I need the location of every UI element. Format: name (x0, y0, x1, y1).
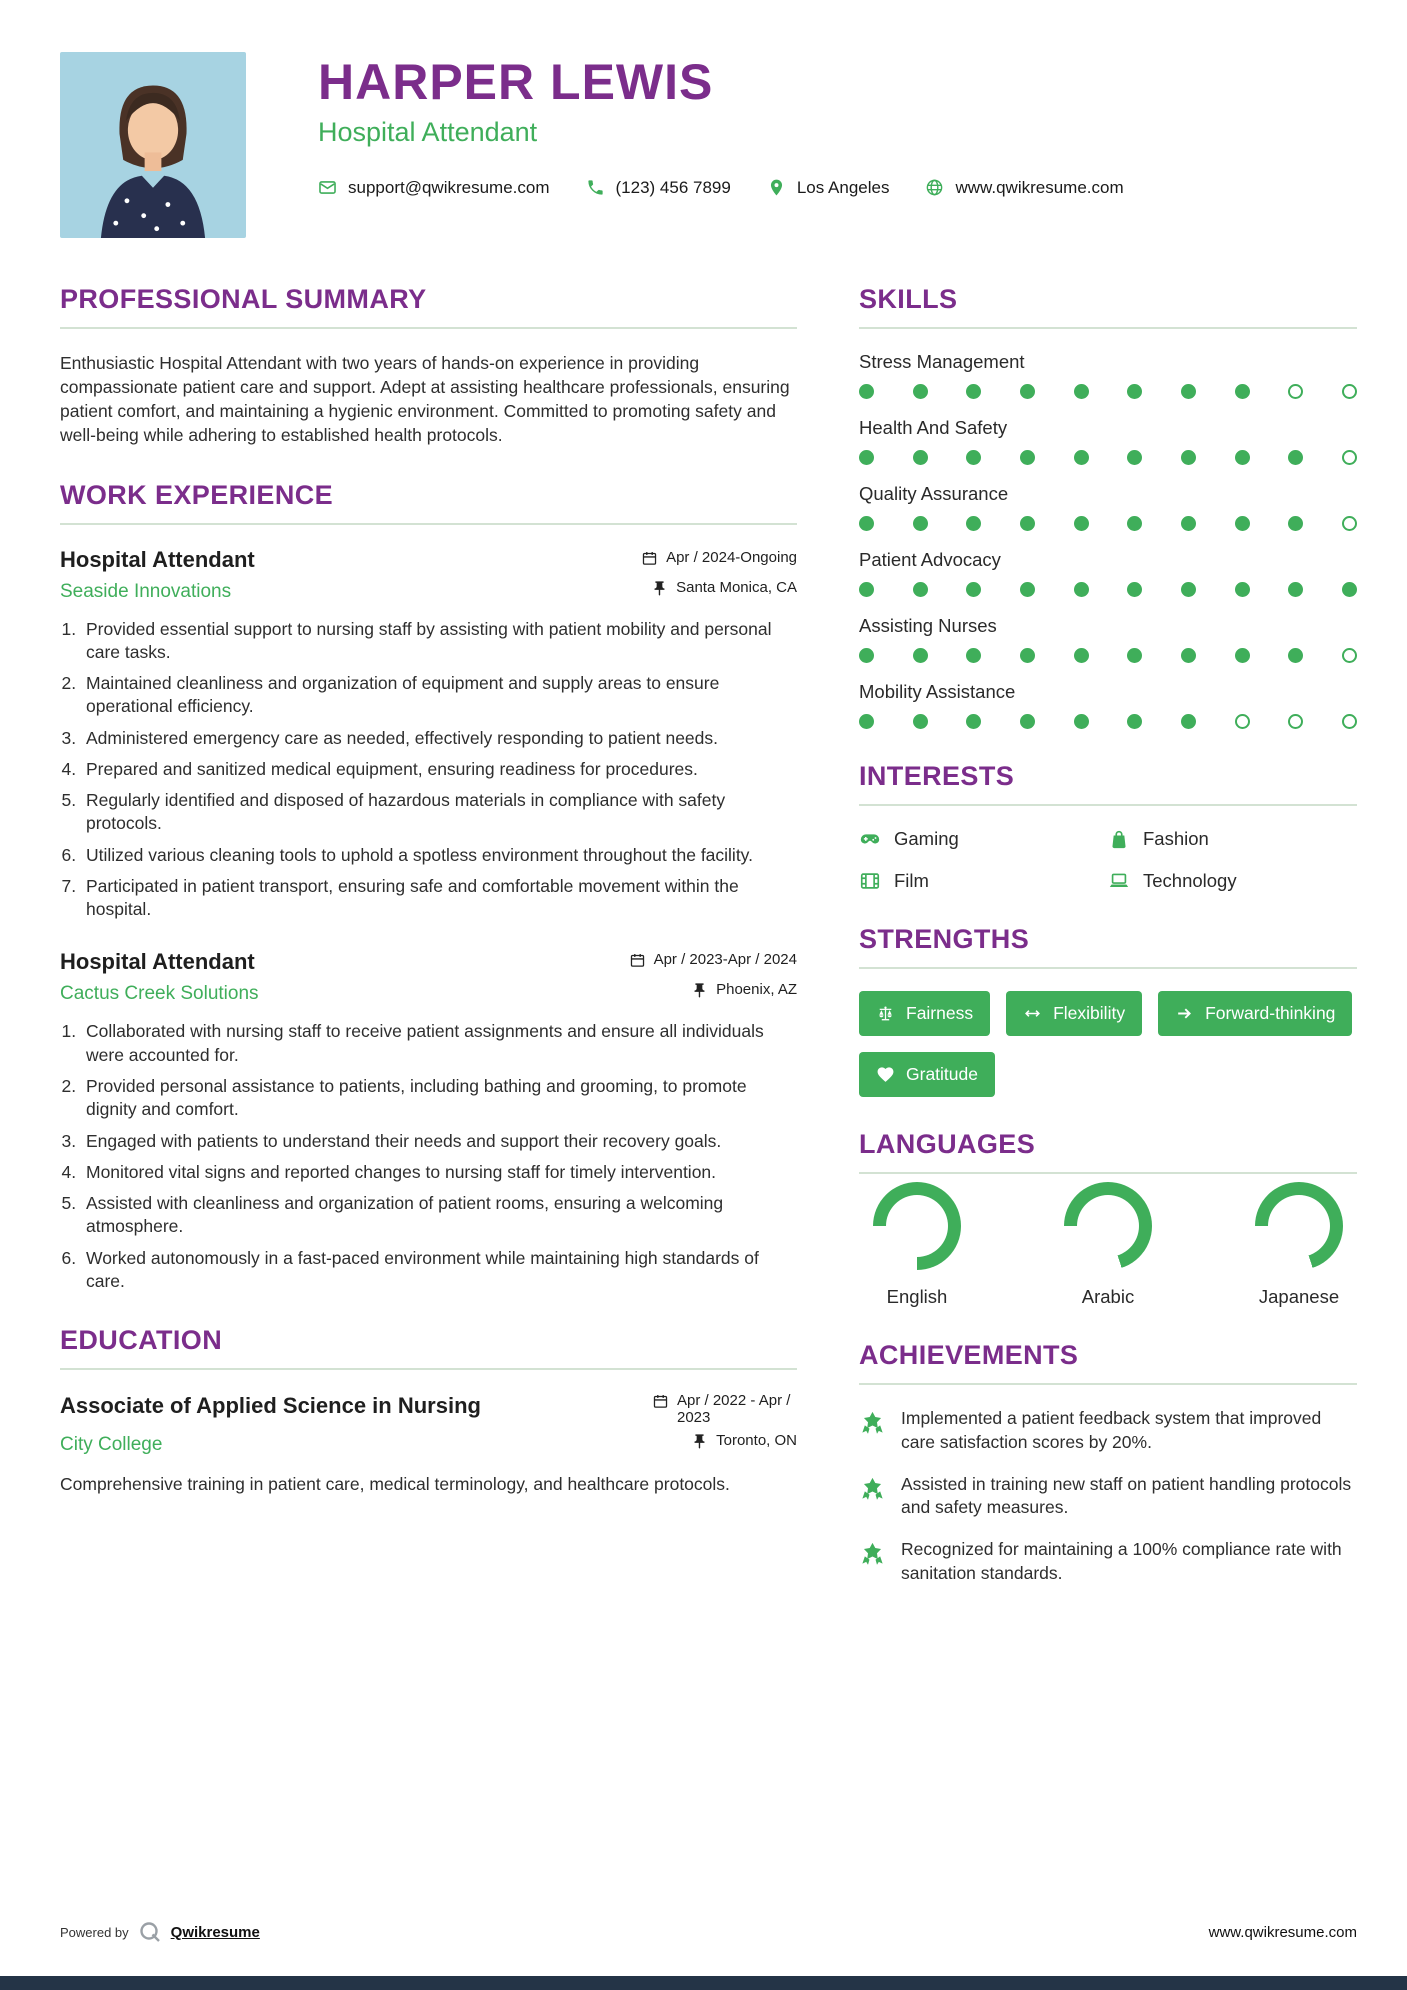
skill-dots (859, 714, 1357, 729)
section-divider (859, 967, 1357, 969)
job-title: Hospital Attendant (60, 949, 255, 975)
job-location-text: Santa Monica, CA (676, 578, 797, 596)
calendar-icon (629, 952, 646, 969)
strength-label: Forward-thinking (1205, 1003, 1336, 1023)
skill-dot-filled (1288, 582, 1303, 597)
company-name: Seaside Innovations (60, 580, 232, 602)
job-subheader (60, 981, 797, 1005)
section-interests (859, 761, 1357, 892)
skill-dot-filled (1127, 714, 1142, 729)
skill-dot-filled (1181, 648, 1196, 663)
section-languages (859, 1129, 1357, 1308)
skill-dot-filled (1127, 450, 1142, 465)
skill-dots (859, 582, 1357, 597)
job-bullet: 7. Participated in patient transport, ensuring safe and comfortable movement within the hospital. (81, 875, 797, 922)
skill-dots (859, 648, 1357, 663)
skill-dot-filled (859, 714, 874, 729)
skill-dots (859, 384, 1357, 399)
skill-item (859, 351, 1357, 399)
achievement-text: Recognized for maintaining a 100% compliance rate with sanitation standards. (901, 1539, 1342, 1583)
handbag-icon (1108, 828, 1130, 850)
skill-item (859, 483, 1357, 531)
skill-dot-filled (966, 648, 981, 663)
skill-dot-filled (1127, 582, 1142, 597)
interest-label: Film (894, 870, 929, 891)
skill-dot-filled (1288, 516, 1303, 531)
contact-text: Los Angeles (796, 177, 890, 197)
job-bullet: 5. Regularly identified and disposed of hazardous materials in compliance with safety protocols. (81, 789, 797, 836)
skills-heading: SKILLS (859, 284, 958, 314)
language-ring (1255, 1182, 1343, 1270)
skill-dot-filled (913, 516, 928, 531)
education-date-text: Apr / 2022 - Apr / 2023 (677, 1392, 791, 1427)
skill-dot-empty (1342, 714, 1357, 729)
achievement-text: Assisted in training new staff on patient handling protocols and safety measures. (901, 1473, 1352, 1518)
profile-photo (60, 52, 246, 238)
contact-item (767, 178, 890, 198)
contact-row (318, 178, 1124, 198)
education-date (652, 1392, 797, 1426)
job-bullet: 1. Provided essential support to nursing staff by assisting with patient mobility and personal care tasks. (81, 618, 797, 665)
calendar-icon (641, 550, 658, 567)
job-bullet: 3. Engaged with patients to understand their needs and support their recovery goals. (81, 1130, 797, 1153)
section-divider (60, 327, 797, 329)
interest-label: Gaming (894, 828, 959, 849)
language-ring (873, 1182, 961, 1270)
skill-name: Stress Management (859, 351, 1025, 372)
language-item (873, 1182, 961, 1308)
achievement-item (859, 1407, 1357, 1455)
language-name: Arabic (1081, 1286, 1135, 1307)
strength-label: Fairness (906, 1003, 974, 1023)
job-entry (60, 547, 797, 922)
skill-dot-empty (1342, 384, 1357, 399)
strength-chip (1158, 991, 1352, 1036)
skill-dot-filled (913, 648, 928, 663)
film-icon (859, 870, 881, 892)
skill-item (859, 615, 1357, 663)
right-column (859, 284, 1357, 1618)
strength-chip (859, 1052, 995, 1097)
bottom-accent-bar (0, 1976, 1407, 1990)
skill-dot-filled (1020, 648, 1035, 663)
skill-dot-filled (1074, 384, 1089, 399)
language-name: Japanese (1258, 1286, 1340, 1307)
language-item (1255, 1182, 1343, 1308)
language-item (1064, 1182, 1152, 1308)
language-ring (1064, 1182, 1152, 1270)
left-column (60, 284, 797, 1618)
contact-item (925, 178, 1123, 198)
skill-dot-filled (1074, 450, 1089, 465)
section-professional-summary (60, 284, 797, 448)
interests-list (859, 828, 1357, 892)
job-bullet: 2. Maintained cleanliness and organization of equipment and supply areas to ensure operational efficiency. (81, 672, 797, 719)
job-date (629, 951, 797, 969)
skill-dot-filled (1127, 384, 1142, 399)
job-subheader (60, 579, 797, 603)
school-name: City College (60, 1434, 163, 1456)
interest-item (1108, 828, 1357, 850)
contact-text: (123) 456 7899 (615, 177, 731, 197)
skill-dot-filled (1181, 384, 1196, 399)
skill-dot-filled (966, 450, 981, 465)
job-bullets (60, 618, 797, 922)
skill-dot-filled (1235, 450, 1250, 465)
skill-dot-filled (913, 582, 928, 597)
skill-item (859, 681, 1357, 729)
skill-dot-filled (859, 516, 874, 531)
contact-text: support@qwikresume.com (348, 177, 550, 197)
skill-dot-filled (1181, 450, 1196, 465)
job-list (60, 547, 797, 1294)
skill-dot-filled (859, 648, 874, 663)
job-bullets (60, 1020, 797, 1293)
skill-dot-filled (1127, 648, 1142, 663)
phone-icon (586, 178, 605, 197)
job-entry (60, 949, 797, 1293)
section-divider (859, 804, 1357, 806)
skill-dot-filled (1074, 714, 1089, 729)
skill-name: Quality Assurance (859, 483, 1009, 504)
interest-label: Fashion (1143, 828, 1209, 849)
skill-dot-filled (859, 582, 874, 597)
location-pin-icon (767, 178, 786, 197)
pushpin-icon (691, 1433, 708, 1450)
powered-by-label: Powered by (60, 1924, 129, 1940)
skill-name: Assisting Nurses (859, 615, 997, 636)
skill-dot-filled (1235, 384, 1250, 399)
section-achievements (859, 1340, 1357, 1586)
job-bullet: 6. Utilized various cleaning tools to uphold a spotless environment throughout the facility. (81, 844, 797, 867)
education-location (691, 1432, 797, 1450)
skill-dot-filled (1235, 648, 1250, 663)
language-name: English (886, 1286, 948, 1307)
globe-icon (925, 178, 944, 197)
skill-dot-filled (966, 384, 981, 399)
skill-name: Health And Safety (859, 417, 1008, 438)
header-text (318, 52, 1124, 198)
languages-heading: LANGUAGES (859, 1129, 1036, 1159)
skill-dot-filled (1288, 648, 1303, 663)
content-columns (60, 284, 1357, 1618)
skill-dot-filled (1074, 516, 1089, 531)
section-strengths (859, 924, 1357, 1097)
contact-item (586, 178, 731, 198)
candidate-name: HARPER LEWIS (318, 54, 714, 110)
header (60, 52, 1357, 238)
summary-text: Enthusiastic Hospital Attendant with two years of hands-on experience in providing compassionate patient care and support. Adept at assisting healthcare professionals, ensuring patient comfort, and maintaining a hygienic environment. Committed to promoting safety and well-being while adhering to established health protocols. (60, 353, 790, 446)
summary-heading: PROFESSIONAL SUMMARY (60, 284, 427, 314)
skill-dot-filled (966, 516, 981, 531)
degree-title: Associate of Applied Science in Nursing (60, 1393, 481, 1419)
job-bullet: 3. Administered emergency care as needed, effectively responding to patient needs. (81, 727, 797, 750)
interest-label: Technology (1143, 870, 1237, 891)
job-date (641, 549, 797, 567)
interests-heading: INTERESTS (859, 761, 1015, 791)
strength-chip (859, 991, 990, 1036)
contact-item (318, 178, 550, 198)
skill-dot-filled (1181, 582, 1196, 597)
scales-icon (876, 1004, 895, 1023)
qwikresume-logo-icon (138, 1920, 162, 1944)
job-bullet: 6. Worked autonomously in a fast-paced environment while maintaining high standards of care. (81, 1247, 797, 1294)
avatar (60, 52, 246, 238)
job-bullet: 4. Monitored vital signs and reported changes to nursing staff for timely intervention. (81, 1161, 797, 1184)
job-title: Hospital Attendant (60, 546, 255, 572)
section-divider (60, 523, 797, 525)
job-header (60, 949, 797, 975)
calendar-icon (652, 1393, 669, 1410)
strength-chip (1006, 991, 1142, 1036)
section-divider (60, 1368, 797, 1370)
skill-dot-empty (1288, 384, 1303, 399)
skill-dot-filled (1235, 516, 1250, 531)
arrows-horizontal-icon (1023, 1004, 1042, 1023)
skill-dot-filled (913, 714, 928, 729)
skill-dot-filled (966, 714, 981, 729)
education-location-text: Toronto, ON (716, 1432, 797, 1450)
strength-label: Gratitude (906, 1064, 978, 1084)
languages-list (859, 1182, 1357, 1308)
skill-item (859, 549, 1357, 597)
skill-dot-filled (1181, 714, 1196, 729)
skills-list (859, 351, 1357, 729)
powered-by (60, 1920, 260, 1944)
skill-name: Mobility Assistance (859, 681, 1016, 702)
heart-icon (876, 1065, 895, 1084)
work-heading: WORK EXPERIENCE (60, 479, 334, 510)
job-location (651, 579, 797, 597)
award-icon (859, 1409, 886, 1455)
section-divider (859, 1383, 1357, 1385)
achievement-item (859, 1538, 1357, 1586)
gamepad-icon (859, 828, 881, 850)
strength-label: Flexibility (1053, 1003, 1126, 1023)
skill-dot-filled (1074, 648, 1089, 663)
footer-site-url: www.qwikresume.com (1208, 1923, 1357, 1941)
skill-dot-empty (1342, 648, 1357, 663)
award-icon (859, 1475, 886, 1521)
job-bullet: 1. Collaborated with nursing staff to receive patient assignments and ensure all individuals were accounted for. (81, 1020, 797, 1067)
skill-dot-filled (1181, 516, 1196, 531)
laptop-icon (1108, 870, 1130, 892)
skill-dot-filled (913, 450, 928, 465)
job-location-text: Phoenix, AZ (716, 981, 797, 999)
pushpin-icon (691, 982, 708, 999)
skill-dot-filled (1020, 516, 1035, 531)
section-education (60, 1325, 797, 1496)
achievement-text: Implemented a patient feedback system that improved care satisfaction scores by 20%. (901, 1408, 1322, 1452)
skill-dot-filled (1074, 582, 1089, 597)
skill-dot-filled (1020, 384, 1035, 399)
section-skills (859, 284, 1357, 729)
job-date-text: Apr / 2024-Ongoing (666, 548, 797, 566)
skill-item (859, 417, 1357, 465)
contact-text: www.qwikresume.com (955, 177, 1124, 197)
qwikresume-link[interactable]: Qwikresume (170, 1923, 260, 1941)
skill-dot-filled (913, 384, 928, 399)
skill-dot-filled (1020, 450, 1035, 465)
strengths-list (859, 991, 1357, 1097)
award-icon (859, 1540, 886, 1586)
skill-dot-empty (1235, 714, 1250, 729)
job-bullet: 5. Assisted with cleanliness and organization of patient rooms, ensuring a welcoming atmosphere. (81, 1192, 797, 1239)
job-header (60, 547, 797, 573)
skill-dots (859, 450, 1357, 465)
skill-dot-filled (1235, 582, 1250, 597)
skill-name: Patient Advocacy (859, 549, 1001, 570)
skill-dot-filled (1288, 450, 1303, 465)
education-heading: EDUCATION (60, 1325, 223, 1356)
strengths-heading: STRENGTHS (859, 924, 1030, 954)
arrow-right-icon (1175, 1004, 1194, 1023)
section-work-experience (60, 480, 797, 1294)
skill-dot-filled (1020, 714, 1035, 729)
candidate-title: Hospital Attendant (318, 116, 538, 147)
education-entry (60, 1392, 797, 1496)
footer (60, 1920, 1357, 1944)
pushpin-icon (651, 580, 668, 597)
skill-dot-filled (1020, 582, 1035, 597)
section-divider (859, 327, 1357, 329)
company-name: Cactus Creek Solutions (60, 983, 259, 1005)
skill-dot-filled (1127, 516, 1142, 531)
skill-dots (859, 516, 1357, 531)
skill-dot-filled (859, 450, 874, 465)
achievements-heading: ACHIEVEMENTS (859, 1340, 1079, 1370)
job-date-text: Apr / 2023-Apr / 2024 (653, 951, 797, 969)
skill-dot-filled (859, 384, 874, 399)
interest-item (1108, 870, 1357, 892)
email-icon (318, 178, 337, 197)
skill-dot-empty (1342, 450, 1357, 465)
skill-dot-filled (1342, 582, 1357, 597)
interest-item (859, 828, 1108, 850)
skill-dot-empty (1342, 516, 1357, 531)
skill-dot-empty (1288, 714, 1303, 729)
job-bullet: 4. Prepared and sanitized medical equipment, ensuring readiness for procedures. (81, 758, 797, 781)
job-bullet: 2. Provided personal assistance to patients, including bathing and grooming, to promote dignity and comfort. (81, 1075, 797, 1122)
education-description: Comprehensive training in patient care, medical terminology, and healthcare protocols. (60, 1474, 730, 1495)
job-location (691, 981, 797, 999)
skill-dot-filled (966, 582, 981, 597)
achievements-list (859, 1407, 1357, 1586)
achievement-item (859, 1473, 1357, 1521)
section-divider (859, 1172, 1357, 1174)
interest-item (859, 870, 1108, 892)
